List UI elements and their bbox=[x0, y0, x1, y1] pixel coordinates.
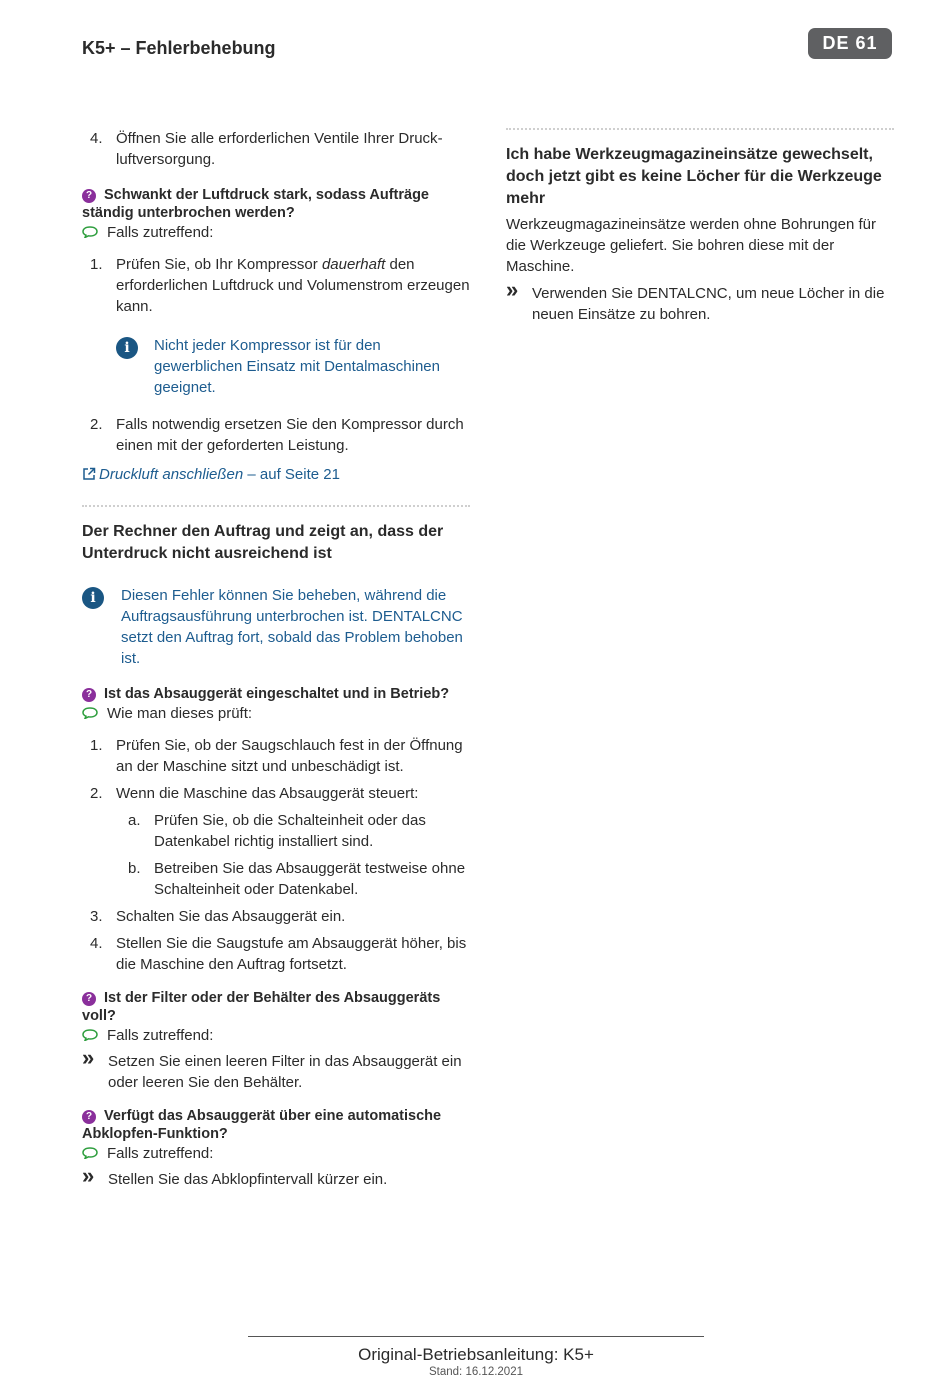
list-item: 2. Wenn die Maschine das Absauggerät steuert: bbox=[90, 785, 419, 802]
sub-list-item: a. Prüfen Sie, ob die Schalteinheit oder das Datenkabel richtig installiert sind. bbox=[128, 812, 426, 850]
action-arrow-icon: » bbox=[82, 1045, 95, 1070]
section-divider bbox=[82, 505, 470, 507]
list-item: 3. Schalten Sie das Absauggerät ein. bbox=[90, 908, 346, 925]
action-arrow-icon: » bbox=[82, 1163, 95, 1188]
page-number-badge: DE 61 bbox=[808, 28, 892, 59]
speech-bubble-icon bbox=[82, 1147, 98, 1159]
page-header-title: K5+ – Fehlerbehebung bbox=[82, 38, 276, 58]
action-item: » Setzen Sie einen leeren Filter in das Absauggerät ein oder leeren Sie den Behälter. bbox=[82, 1045, 462, 1091]
section-heading: Ich habe Werkzeugmagazineinsätze gewechselt, doch jetzt gibt es keine Löcher für die Werkzeuge mehr bbox=[506, 146, 882, 207]
sub-list-item: b. Betreiben Sie das Absauggerät testweise ohne Schalteinheit oder Datenkabel. bbox=[128, 860, 466, 898]
question-heading: ? Schwankt der Luftdruck stark, sodass Aufträge ständig unterbrochen werden? bbox=[82, 187, 429, 221]
step-text: Öffnen Sie alle erforderlichen Ventile Ihrer Druckluftversorgung. bbox=[116, 130, 443, 168]
emphasis: dauerhaft bbox=[321, 256, 386, 273]
footer-divider bbox=[248, 1336, 704, 1337]
info-icon: i bbox=[116, 337, 138, 359]
action-arrow-icon: » bbox=[506, 277, 519, 302]
speech-bubble-icon bbox=[82, 226, 98, 238]
condition-line: Falls zutreffend: bbox=[82, 1025, 470, 1047]
page-reference-link[interactable]: Druckluft anschließen – auf Seite 21 bbox=[82, 464, 470, 485]
info-note: i Diesen Fehler können Sie beheben, während die Auftragsausführung unterbrochen ist. DENTALCNC setzt den Auftrag fort, sobald das Problem behoben ist. bbox=[82, 585, 470, 669]
section-divider bbox=[506, 128, 894, 130]
left-column bbox=[82, 128, 470, 1196]
list-item: 2. Falls notwendig ersetzen Sie den Kompressor durch einen mit der geforderten Leistung. bbox=[90, 416, 464, 454]
list-item: 4. Stellen Sie die Saugstufe am Absauggerät höher, bis die Maschine den Auftrag fortsetzt. bbox=[90, 935, 467, 973]
footer-title: Original-Betriebsanleitung: K5+ bbox=[358, 1345, 594, 1364]
question-icon: ? bbox=[82, 688, 96, 702]
speech-bubble-icon bbox=[82, 707, 98, 719]
question-heading: ? Verfügt das Absauggerät über eine automatische Abklopfen-Funktion? bbox=[82, 1108, 442, 1142]
condition-line: Wie man dieses prüft: bbox=[82, 703, 470, 725]
info-note: i Nicht jeder Kompressor ist für den gewerblichen Einsatz mit Dentalmaschinen geeignet. bbox=[116, 335, 470, 398]
right-column bbox=[506, 128, 894, 331]
question-icon: ? bbox=[82, 1110, 96, 1124]
section-heading: Der Rechner den Auftrag und zeigt an, dass der Unterdruck nicht ausreichend ist bbox=[82, 523, 444, 562]
question-heading: ? Ist das Absauggerät eingeschaltet und in Betrieb? bbox=[82, 685, 470, 703]
condition-line: Falls zutreffend: bbox=[82, 1143, 470, 1165]
external-link-icon bbox=[82, 467, 96, 481]
question-heading: ? Ist der Filter oder der Behälter des Absauggeräts voll? bbox=[82, 990, 441, 1024]
list-item: 4. Öffnen Sie alle erforderlichen Ventile Ihrer Druckluftversorgung. bbox=[90, 130, 443, 168]
question-icon: ? bbox=[82, 992, 96, 1006]
list-item: 1. Prüfen Sie, ob der Saugschlauch fest in der Öffnung an der Maschine sitzt und unbeschädigt ist. bbox=[90, 737, 463, 775]
info-icon: i bbox=[82, 587, 104, 609]
list-item: 1. Prüfen Sie, ob Ihr Kompressor dauerhaft den erforderlichen Luftdruck und Volumenstrom erzeugen kann. bbox=[90, 256, 470, 315]
action-item: » Stellen Sie das Abklopfintervall kürzer ein. bbox=[82, 1163, 388, 1188]
question-icon: ? bbox=[82, 189, 96, 203]
action-item: » Verwenden Sie DENTALCNC, um neue Löcher in die neuen Einsätze zu bohren. bbox=[506, 277, 885, 323]
paragraph: Werkzeugmagazineinsätze werden ohne Bohrungen für die Werkzeuge geliefert. Sie bohren diese mit der Maschine. bbox=[506, 216, 876, 275]
speech-bubble-icon bbox=[82, 1029, 98, 1041]
footer-date: Stand: 16.12.2021 bbox=[429, 1366, 523, 1378]
condition-line: Falls zutreffend: bbox=[82, 222, 470, 244]
